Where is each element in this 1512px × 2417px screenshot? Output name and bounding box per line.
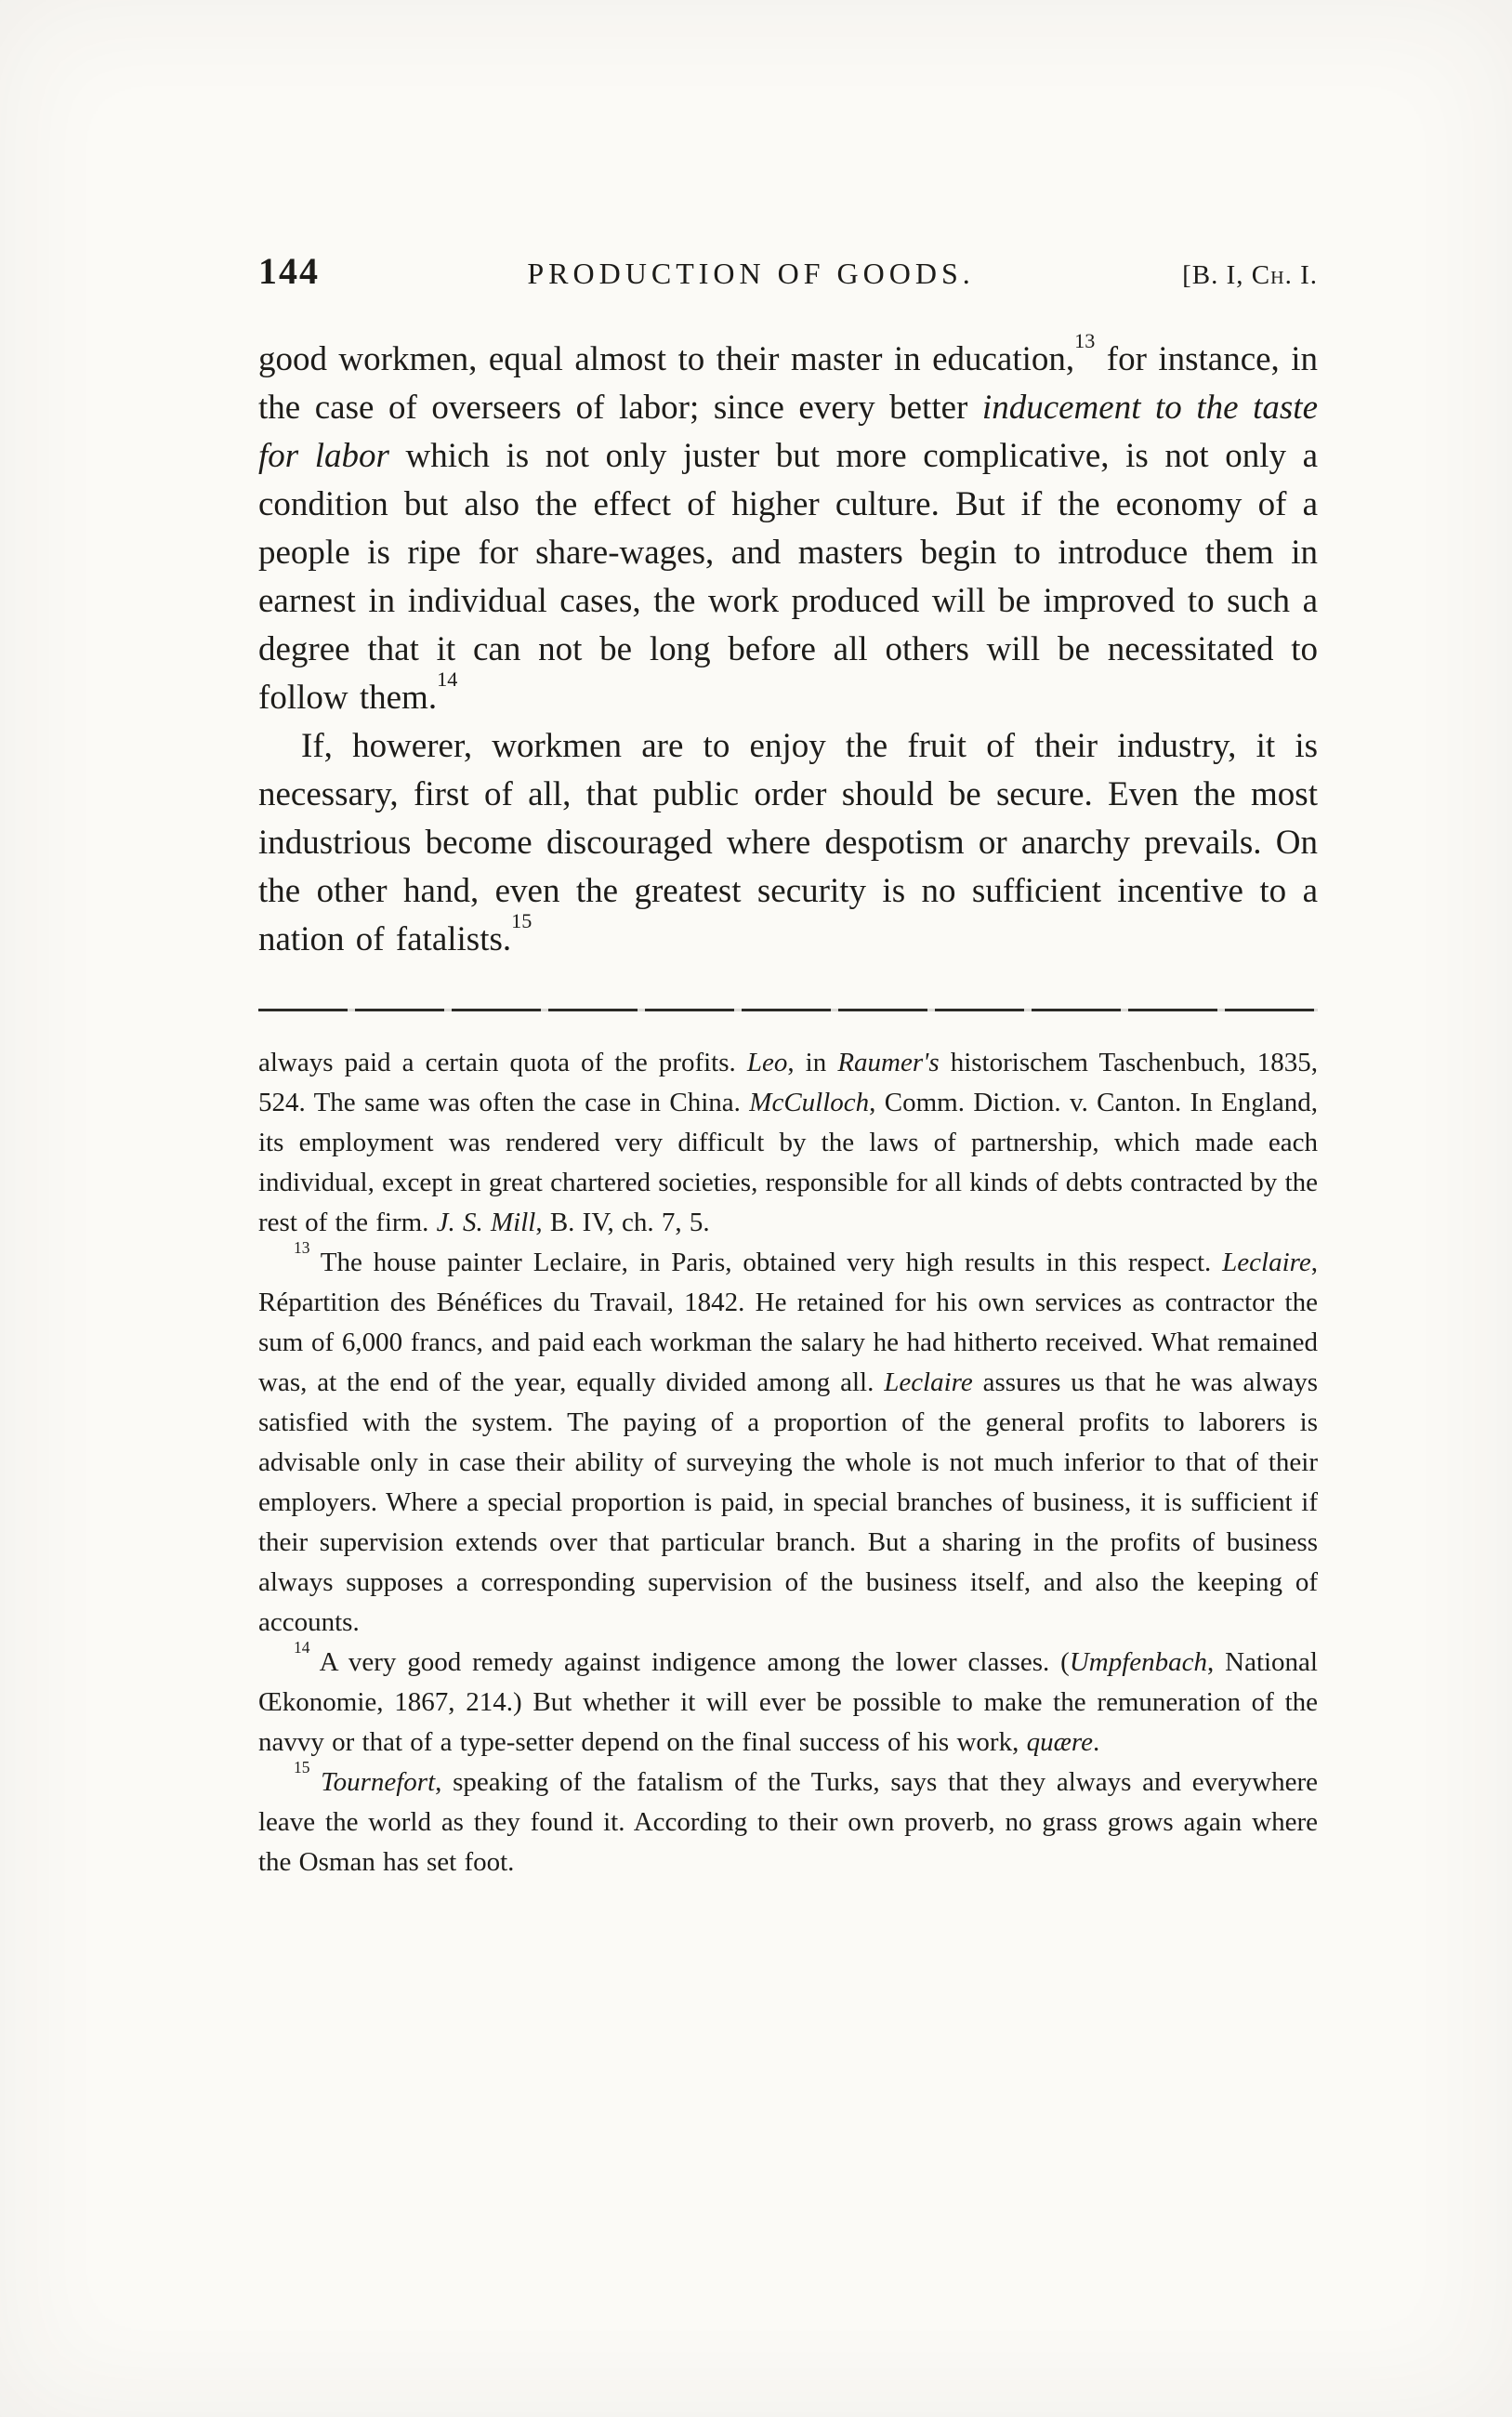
page-number: 144 (258, 250, 320, 292)
footnote-continuation: always paid a certain quota of the profits. Leo, in Raumer's historischem Taschenbuch, 1835, 524. The same was often the case in China. McCulloch, Comm. Diction. v. Canton. In England, its employment was rendered very difficult by the laws of partnership, which made each individual, except in great chartered societies, responsible for all kinds of debts contracted by the rest of the firm. J. S. Mill, B. IV, ch. 7, 5. (258, 1048, 1319, 1237)
body-paragraph-2: If, howerer, workmen are to enjoy the fruit of their industry, it is necessary, first of all, that public order should be secure. Even the most industrious become discouraged where despotism or anarchy prevails. On the other hand, even the greatest security is no sufficient incentive to a nation of fatalists.$^{15}$ (258, 727, 1318, 958)
footnote-separator-rule (258, 1009, 1318, 1011)
footnotes-section (258, 1043, 1318, 1882)
page-content (258, 249, 1318, 1882)
chapter-reference: [B. I, Ch. I. (1182, 260, 1318, 290)
page-header (258, 249, 1318, 293)
body-paragraph-1: good workmen, equal almost to their master in education,$^{13}$ for instance, in the case of overseers of labor; since every better inducement to the taste for labor which is not only juster but more complicative, is not only a condition but also the effect of higher culture. But if the economy of a people is ripe for share-wages, and masters begin to introduce them in earnest in individual cases, the work produced will be improved to such a degree that it can not be long before all others will be necessitated to follow them.$^{14}$ (258, 328, 1319, 717)
footnote-14: $^{14}$ A very good remedy against indigence among the lower classes. (Umpfenbach, National Œkonomie, 1867, 214.) But whether it will ever be possible to make the remuneration of the navvy or that of a type-setter depend on the final success of his work, quære. (258, 1637, 1318, 1757)
footnote-13: $^{13}$ The house painter Leclaire, in Paris, obtained very high results in this respect. Leclaire, Répartition des Bénéfices du Travail, 1842. He retained for his own services as contractor the sum of 6,000 francs, and paid each workman the salary he had hitherto received. What remained was, at the end of the year, equally divided among all. Leclaire assures us that he was always satisfied with the system. The paying of a proportion of the general profits to laborers is advisable only in case their ability of surveying the whole is not much inferior to that of their employers. Where a special proportion is paid, in special branches of business, it is sufficient if their supervision extends over that particular branch. But a sharing in the profits of business always supposes a corresponding supervision of the business itself, and also the keeping of accounts. (258, 1237, 1318, 1637)
footnote-15: $^{15}$ Tournefort, speaking of the fatalism of the Turks, says that they always and everywhere leave the world as they found it. According to their own proverb, no grass grows again where the Osman has set foot. (258, 1757, 1318, 1877)
body-text (258, 328, 1319, 964)
running-title: PRODUCTION OF GOODS. (527, 257, 975, 290)
